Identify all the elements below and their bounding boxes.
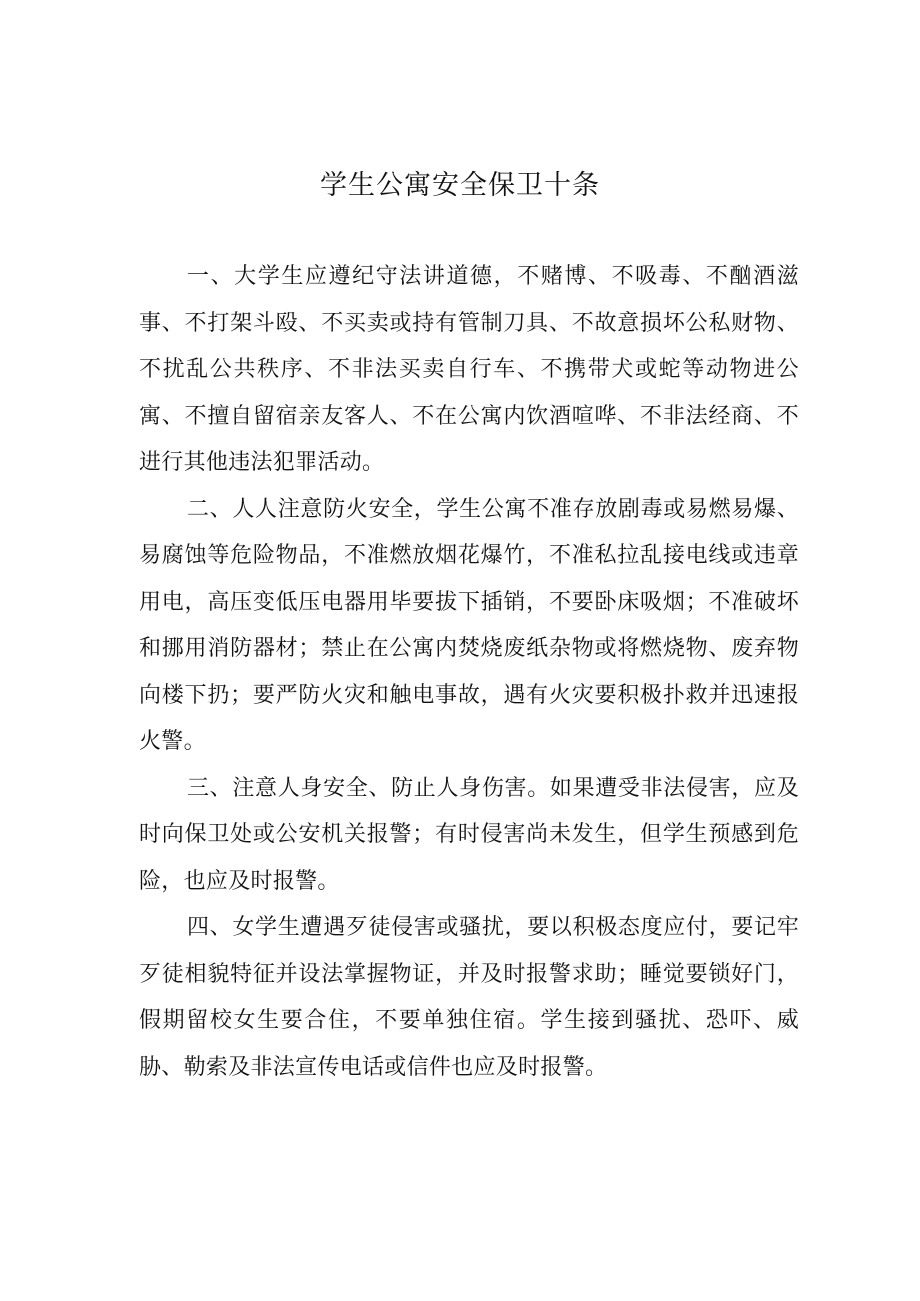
document-title: 学生公寓安全保卫十条 [320,170,600,201]
paragraph-1: 一、大学生应遵纪守法讲道德，不赌博、不吸毒、不酗酒滋事、不打架斗殴、不买卖或持有管制刀具、不故意损坏公私财物、不扰乱公共秩序、不非法买卖自行车、不携带犬或蛇等动物进公寓、不擅自留宿亲友客人、不在公寓内饮酒喧哗、不非法经商、不进行其他违法犯罪活动。 [139,264,799,475]
paragraph-3: 三、注意人身安全、防止人身伤害。如果遭受非法侵害，应及时向保卫处或公安机关报警；有时侵害尚未发生，但学生预感到危险，也应及时报警。 [139,775,799,894]
paragraph-2: 二、人人注意防火安全，学生公寓不准存放剧毒或易燃易爆、易腐蚀等危险物品，不准燃放烟花爆竹，不准私拉乱接电线或违章用电，高压变低压电器用毕要拔下插销，不要卧床吸烟；不准破坏和挪用消防器材；禁止在公寓内焚烧废纸杂物或将燃烧物、废弃物向楼下扔；要严防火灾和触电事故，遇有火灾要积极扑救并迅速报火警。 [139,496,799,754]
paragraph-4: 四、女学生遭遇歹徒侵害或骚扰，要以积极态度应付，要记牢歹徒相貌特征并设法掌握物证，并及时报警求助；睡觉要锁好门，假期留校女生要合住，不要单独住宿。学生接到骚扰、恐吓、威胁、勒索及非法宣传电话或信件也应及时报警。 [139,915,799,1080]
document-body [139,254,799,1091]
